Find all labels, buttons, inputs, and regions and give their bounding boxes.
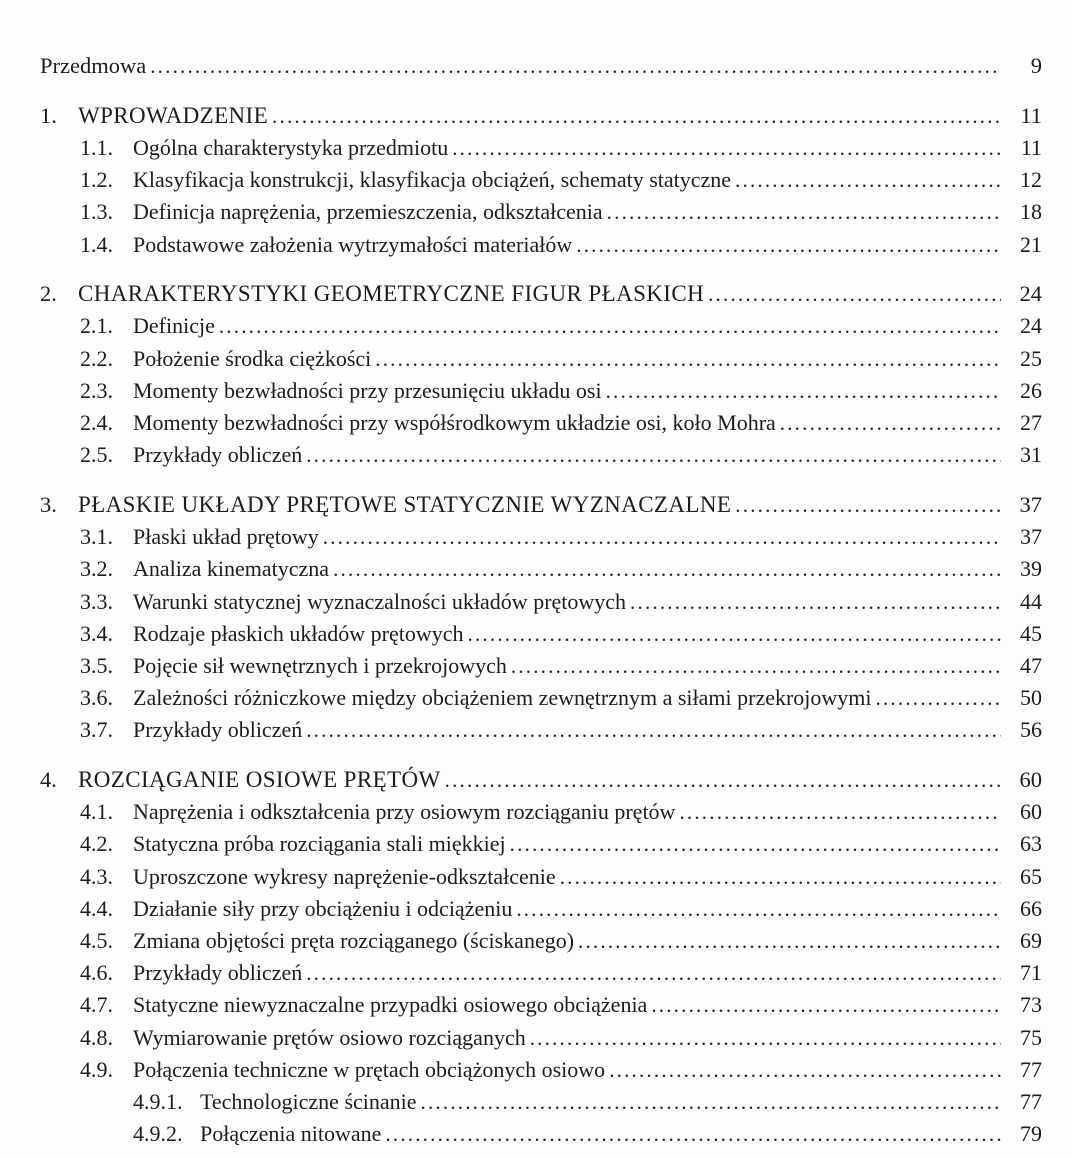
- entry-page: 75: [1020, 1024, 1042, 1050]
- dot-leader: [306, 714, 1001, 746]
- dot-leader: [385, 1118, 1001, 1150]
- dot-leader: [333, 553, 1001, 585]
- toc-entry: [37, 796, 1042, 828]
- dot-leader: [576, 229, 1001, 261]
- entry-page: 24: [1020, 313, 1042, 339]
- entry-number: 3.3.: [80, 588, 113, 614]
- chapter-group: [37, 489, 1042, 747]
- table-of-contents: [37, 50, 1042, 1151]
- dot-leader: [679, 796, 1001, 828]
- entry-page: 12: [1020, 167, 1042, 193]
- toc-entry: [37, 196, 1042, 228]
- toc-entry: [37, 407, 1042, 439]
- toc-entry: [37, 989, 1042, 1021]
- entry-title: CHARAKTERYSTYKI GEOMETRYCZNE FIGUR PŁASKICH: [78, 281, 705, 307]
- entry-title: Ogólna charakterystyka przedmiotu: [133, 134, 449, 160]
- entry-page: 77: [1020, 1089, 1042, 1115]
- dot-leader: [510, 828, 1001, 860]
- entry-page: 66: [1020, 895, 1042, 921]
- entry-page: 63: [1020, 831, 1042, 857]
- entry-title: Przykłady obliczeń: [133, 717, 303, 743]
- toc-entry: [37, 714, 1042, 746]
- dot-leader: [219, 310, 1001, 342]
- entry-page: 77: [1020, 1056, 1042, 1082]
- entry-page: 47: [1020, 652, 1042, 678]
- entry-page: 37: [1020, 524, 1042, 550]
- entry-number: 4.4.: [80, 895, 113, 921]
- toc-entry: [37, 50, 1042, 82]
- toc-entry: [37, 439, 1042, 471]
- entry-number: 3.1.: [80, 524, 113, 550]
- entry-page: 60: [1020, 799, 1042, 825]
- dot-leader: [375, 343, 1001, 375]
- dot-leader: [516, 893, 1001, 925]
- entry-title: Działanie siły przy obciążeniu i odciążeniu: [133, 895, 513, 921]
- toc-entry: [37, 861, 1042, 893]
- entry-number: 2.3.: [80, 377, 113, 403]
- entry-page: 25: [1020, 345, 1042, 371]
- entry-title: Rodzaje płaskich układów prętowych: [133, 620, 464, 646]
- dot-leader: [708, 278, 1001, 310]
- toc-entry: [37, 343, 1042, 375]
- toc-entry: [37, 1086, 1042, 1118]
- entry-number: 4.1.: [80, 799, 113, 825]
- toc-entry: [37, 1054, 1042, 1086]
- entry-title: Wymiarowanie prętów osiowo rozciąganych: [133, 1024, 526, 1050]
- entry-title: Położenie środka ciężkości: [133, 345, 372, 371]
- dot-leader: [150, 50, 1001, 82]
- toc-entry: [37, 375, 1042, 407]
- entry-title: Definicje: [133, 313, 215, 339]
- entry-page: 71: [1020, 960, 1042, 986]
- entry-number: 4.8.: [80, 1024, 113, 1050]
- toc-entry: [37, 310, 1042, 342]
- entry-number: 4.2.: [80, 831, 113, 857]
- entry-page: 39: [1020, 556, 1042, 582]
- entry-title: Zależności różniczkowe między obciążeniem zewnętrznym a siłami przekrojowymi: [133, 685, 872, 711]
- chapter-group: [37, 100, 1042, 261]
- dot-leader: [511, 650, 1001, 682]
- entry-page: 11: [1020, 102, 1042, 128]
- dot-leader: [272, 100, 1001, 132]
- entry-page: 24: [1019, 281, 1042, 307]
- chapter-group: [37, 764, 1042, 1150]
- toc-entry: [37, 957, 1042, 989]
- dot-leader: [735, 164, 1001, 196]
- entry-page: 56: [1020, 717, 1042, 743]
- entry-number: 4.9.2.: [133, 1121, 183, 1147]
- entry-number: 4.3.: [80, 863, 113, 889]
- entry-number: 4.: [40, 767, 57, 793]
- entry-number: 2.4.: [80, 410, 113, 436]
- entry-title: ROZCIĄGANIE OSIOWE PRĘTÓW: [78, 767, 441, 793]
- entry-number: 1.: [40, 102, 57, 128]
- entry-number: 2.5.: [80, 442, 113, 468]
- dot-leader: [421, 1086, 1001, 1118]
- entry-title: Analiza kinematyczna: [133, 556, 330, 582]
- entry-page: 73: [1020, 992, 1042, 1018]
- entry-number: 3.4.: [80, 620, 113, 646]
- toc-entry: [37, 278, 1042, 310]
- toc-entry: [37, 164, 1042, 196]
- entry-title: Zmiana objętości pręta rozciąganego (ściskanego): [133, 928, 575, 954]
- entry-number: 3.: [40, 491, 57, 517]
- dot-leader: [306, 957, 1001, 989]
- entry-page: 65: [1020, 863, 1042, 889]
- dot-leader: [323, 521, 1001, 553]
- dot-leader: [560, 861, 1001, 893]
- toc-entry: [37, 650, 1042, 682]
- entry-number: 3.7.: [80, 717, 113, 743]
- entry-title: Przedmowa: [40, 53, 147, 78]
- dot-leader: [578, 925, 1001, 957]
- entry-title: Pojęcie sił wewnętrznych i przekrojowych: [133, 652, 507, 678]
- entry-page: 50: [1020, 685, 1042, 711]
- entry-title: Przykłady obliczeń: [133, 960, 303, 986]
- entry-number: 2.: [40, 281, 57, 307]
- entry-number: 1.2.: [80, 167, 113, 193]
- entry-title: Przykłady obliczeń: [133, 442, 303, 468]
- entry-title: WPROWADZENIE: [78, 102, 269, 128]
- dot-leader: [452, 132, 1001, 164]
- entry-title: Definicja naprężenia, przemieszczenia, odkształcenia: [133, 199, 603, 225]
- entry-number: 1.1.: [80, 134, 113, 160]
- entry-number: 2.2.: [80, 345, 113, 371]
- toc-entry: [37, 618, 1042, 650]
- entry-number: 2.1.: [80, 313, 113, 339]
- dot-leader: [609, 1054, 1001, 1086]
- toc-entry: [37, 100, 1042, 132]
- dot-leader: [306, 439, 1001, 471]
- dot-leader: [607, 196, 1001, 228]
- entry-title: PŁASKIE UKŁADY PRĘTOWE STATYCZNIE WYZNACZALNE: [78, 491, 732, 517]
- entry-title: Połączenia techniczne w prętach obciążonych osiowo: [133, 1056, 606, 1082]
- entry-page: 44: [1020, 588, 1042, 614]
- entry-number: 1.3.: [80, 199, 113, 225]
- dot-leader: [651, 989, 1001, 1021]
- entry-page: 31: [1020, 442, 1042, 468]
- entry-number: 4.9.1.: [133, 1089, 183, 1115]
- dot-leader: [445, 764, 1001, 796]
- entry-title: Płaski układ prętowy: [133, 524, 319, 550]
- entry-page: 60: [1019, 767, 1042, 793]
- entry-page: 18: [1020, 199, 1042, 225]
- dot-leader: [735, 489, 1001, 521]
- entry-page: 79: [1020, 1121, 1042, 1147]
- entry-title: Statyczne niewyznaczalne przypadki osiowego obciążenia: [133, 992, 648, 1018]
- entry-number: 1.4.: [80, 231, 113, 257]
- toc-entry: [37, 1118, 1042, 1150]
- entry-title: Technologiczne ścinanie: [200, 1089, 417, 1115]
- toc-entry: [37, 586, 1042, 618]
- entry-number: 4.6.: [80, 960, 113, 986]
- entry-title: Uproszczone wykresy naprężenie-odkształcenie: [133, 863, 556, 889]
- toc-entry: [37, 229, 1042, 261]
- toc-entry: [37, 764, 1042, 796]
- dot-leader: [468, 618, 1001, 650]
- dot-leader: [876, 682, 1001, 714]
- dot-leader: [530, 1022, 1001, 1054]
- entry-number: 4.7.: [80, 992, 113, 1018]
- entry-title: Klasyfikacja konstrukcji, klasyfikacja obciążeń, schematy statyczne: [133, 167, 732, 193]
- toc-entry: [37, 553, 1042, 585]
- dot-leader: [630, 586, 1001, 618]
- toc-entry: [37, 828, 1042, 860]
- entry-page: 45: [1020, 620, 1042, 646]
- entry-number: 4.9.: [80, 1056, 113, 1082]
- entry-number: 4.5.: [80, 928, 113, 954]
- entry-title: Naprężenia i odkształcenia przy osiowym rozciąganiu prętów: [133, 799, 676, 825]
- entry-title: Momenty bezwładności przy przesunięciu układu osi: [133, 377, 602, 403]
- toc-entry: [37, 132, 1042, 164]
- entry-number: 3.5.: [80, 652, 113, 678]
- entry-page: 11: [1020, 134, 1042, 160]
- entry-page: 9: [1030, 53, 1042, 78]
- entry-page: 26: [1020, 377, 1042, 403]
- entry-page: 21: [1020, 231, 1042, 257]
- entry-title: Momenty bezwładności przy współśrodkowym układzie osi, koło Mohra: [133, 410, 776, 436]
- dot-leader: [606, 375, 1001, 407]
- toc-entry: [37, 1022, 1042, 1054]
- entry-page: 27: [1020, 410, 1042, 436]
- entry-number: 3.6.: [80, 685, 113, 711]
- entry-title: Podstawowe założenia wytrzymałości materiałów: [133, 231, 573, 257]
- entry-page: 37: [1019, 491, 1042, 517]
- entry-number: 3.2.: [80, 556, 113, 582]
- entry-page: 69: [1020, 928, 1042, 954]
- toc-entry: [37, 682, 1042, 714]
- entry-title: Połączenia nitowane: [200, 1121, 382, 1147]
- toc-entry: [37, 489, 1042, 521]
- toc-entry: [37, 925, 1042, 957]
- dot-leader: [780, 407, 1001, 439]
- chapter-group: [37, 278, 1042, 471]
- entry-title: Warunki statycznej wyznaczalności układów prętowych: [133, 588, 627, 614]
- entry-title: Statyczna próba rozciągania stali miękkiej: [133, 831, 506, 857]
- toc-entry: [37, 893, 1042, 925]
- toc-entry: [37, 521, 1042, 553]
